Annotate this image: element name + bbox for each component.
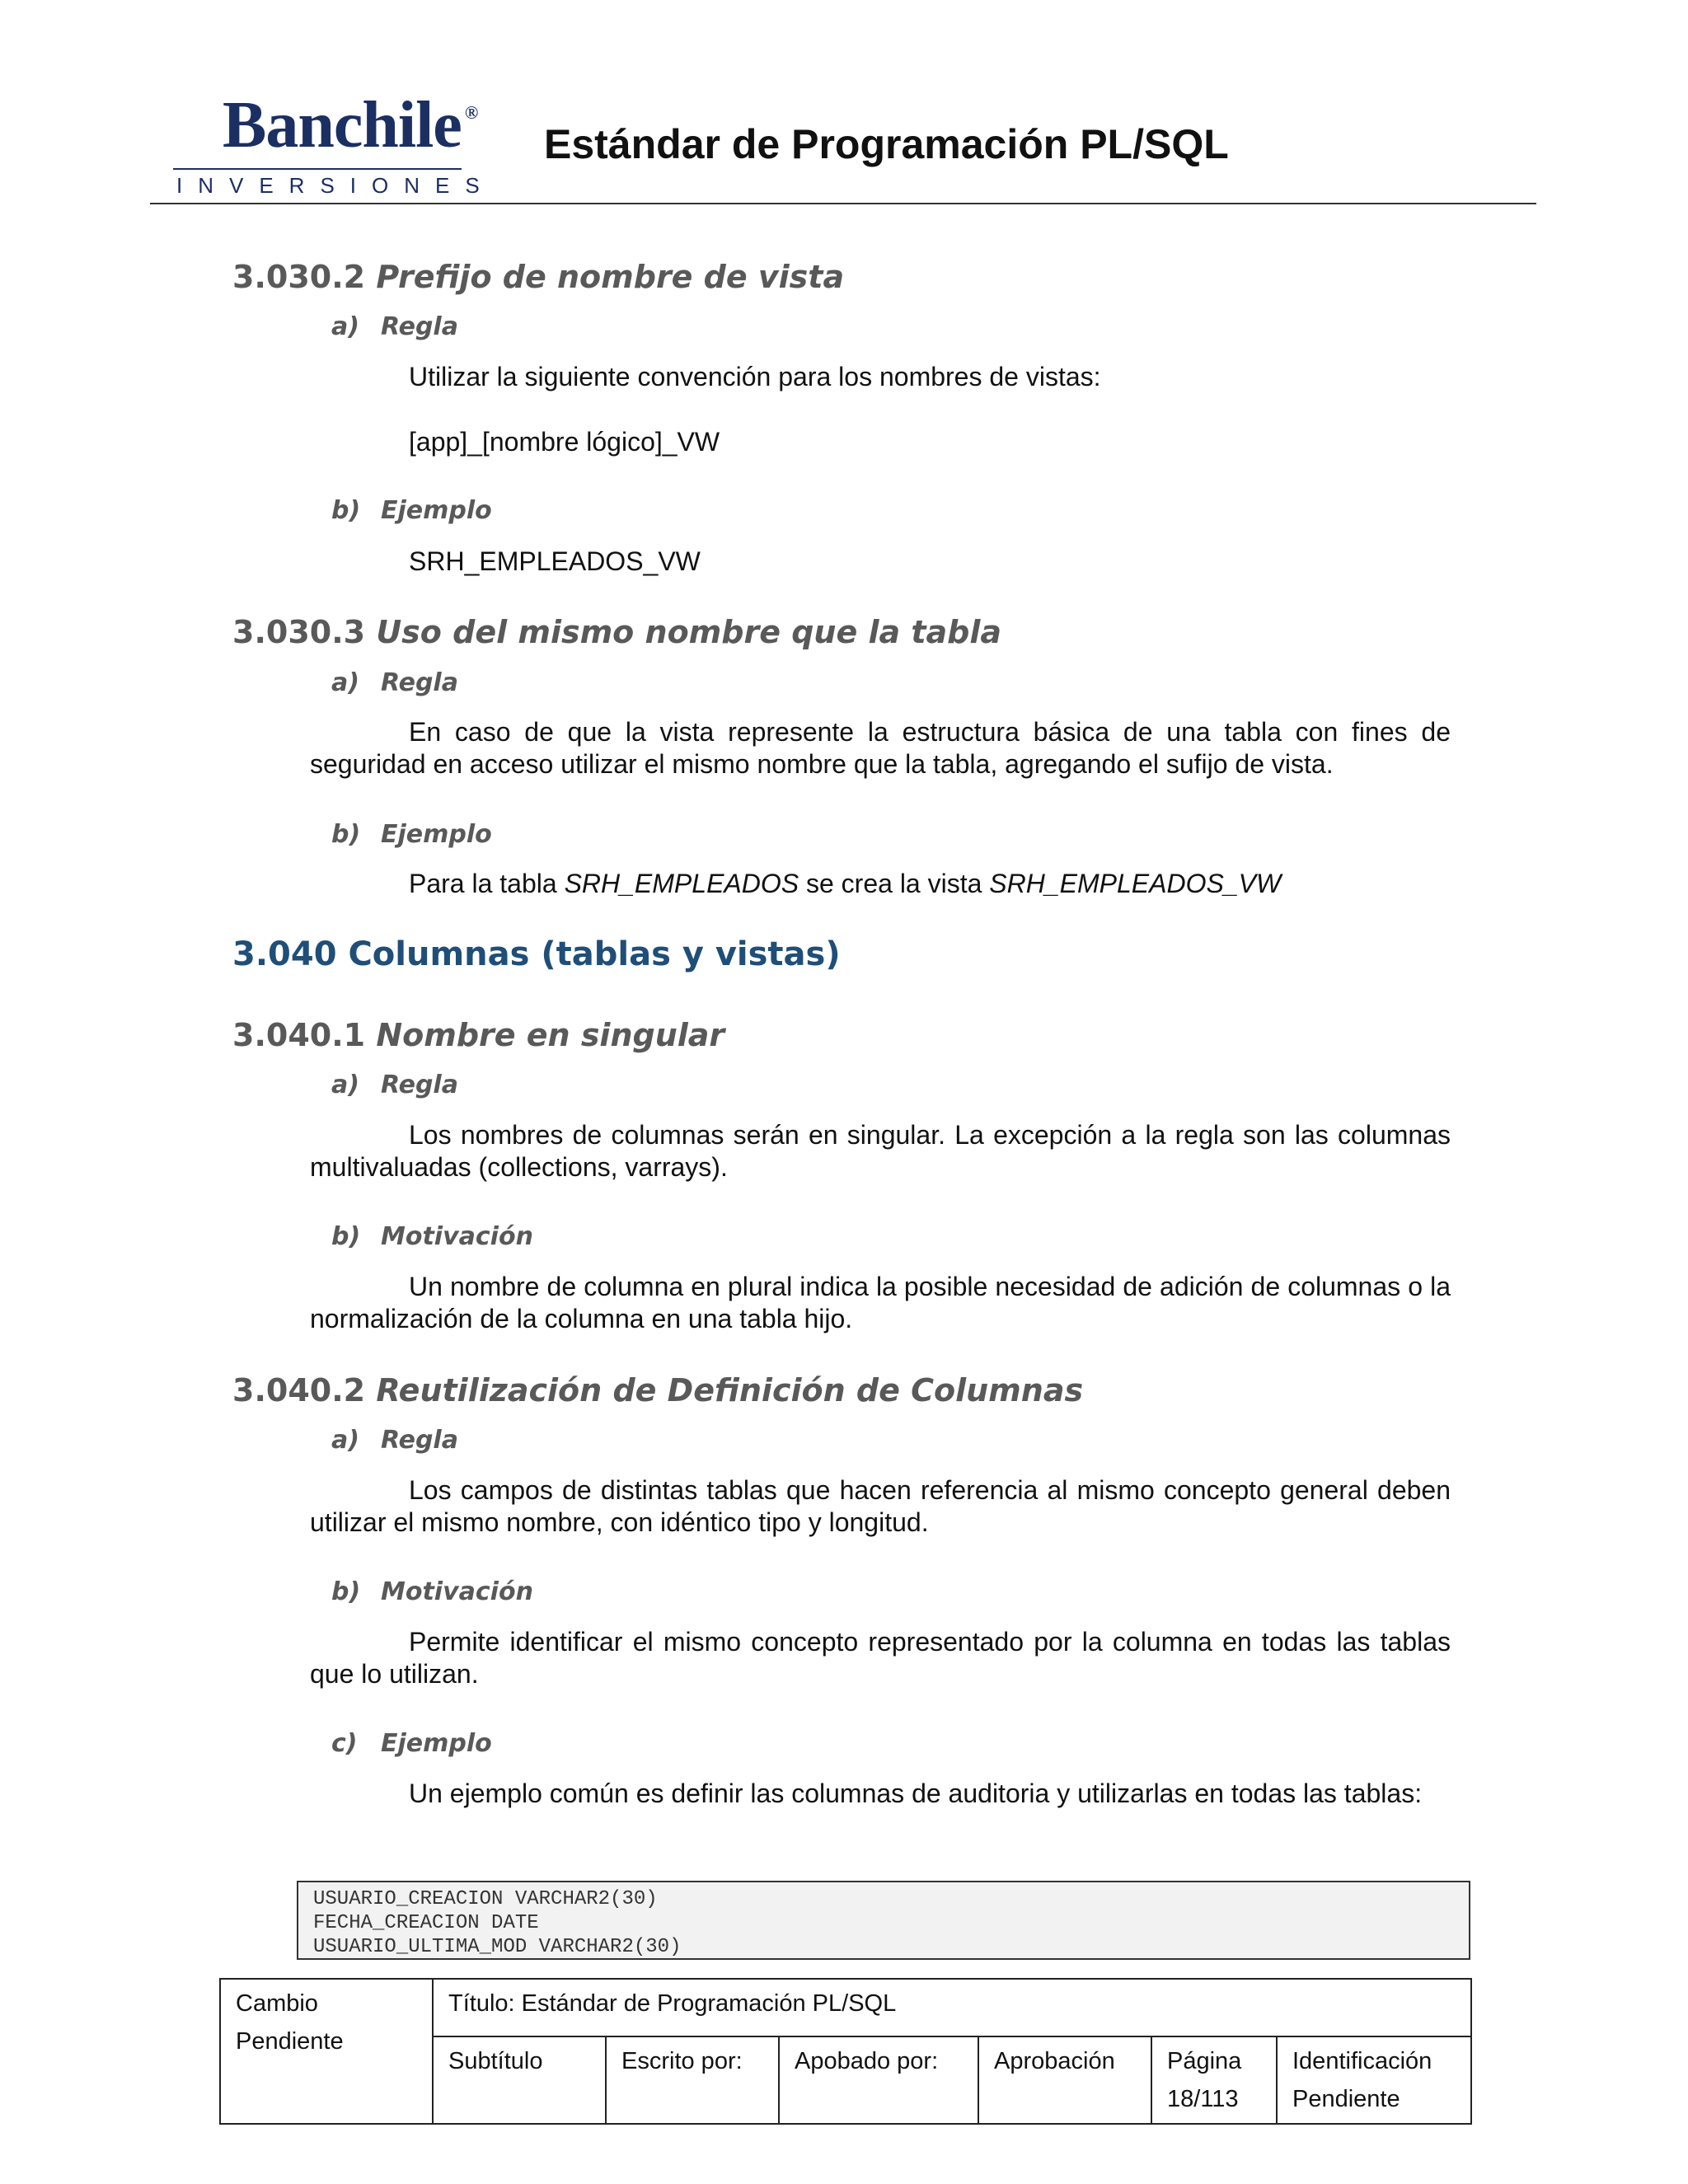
label-ejemplo: b) Ejemplo xyxy=(331,496,492,525)
example-paragraph: Un ejemplo común es definir las columnas de auditoria y utilizarlas en todas las tablas: xyxy=(409,1779,1423,1808)
heading-3-040-1: 3.040.1 Nombre en singular xyxy=(232,1017,725,1053)
example-text: Para la tabla SRH_EMPLEADOS se crea la vista SRH_EMPLEADOS_VW xyxy=(409,869,1282,898)
logo-subtitle: INVERSIONES xyxy=(176,173,495,198)
rule-text: Utilizar la siguiente convención para los nombres de vistas: xyxy=(409,362,1101,391)
code-line: FECHA_CREACION DATE xyxy=(313,1912,539,1934)
code-line: USUARIO_CREACION VARCHAR2(30) xyxy=(313,1888,658,1910)
code-block xyxy=(297,1881,1470,1960)
footer-change-label: Cambio xyxy=(236,1990,318,2017)
naming-pattern: [app]_[nombre lógico]_VW xyxy=(409,427,720,457)
footer-identification-cell xyxy=(1277,2036,1471,2124)
footer-page-cell xyxy=(1151,2036,1277,2124)
rule-paragraph: Los campos de distintas tablas que hacen referencia al mismo concepto general deben utilizar el mismo nombre, con idéntico tipo y longitud. xyxy=(310,1475,1451,1537)
label-regla: a) Regla xyxy=(331,1071,458,1099)
label-regla: a) Regla xyxy=(331,668,458,697)
logo-rule xyxy=(173,168,462,170)
footer-identification-label: Identificación xyxy=(1292,2048,1432,2074)
footer-subtitle: Subtítulo xyxy=(433,2036,606,2124)
document-title: Estándar de Programación PL/SQL xyxy=(544,121,1229,167)
heading-3-040-2: 3.040.2 Reutilización de Definición de Columnas xyxy=(232,1372,1084,1408)
company-logo xyxy=(148,89,495,199)
label-ejemplo: b) Ejemplo xyxy=(331,820,492,849)
footer-approved-by: Apobado por: xyxy=(779,2036,978,2124)
rule-paragraph: En caso de que la vista represente la estructura básica de una tabla con fines de seguridad en acceso utilizar el mismo nombre que la tabla, agregando el sufijo de vista. xyxy=(310,717,1451,779)
example-text: SRH_EMPLEADOS_VW xyxy=(409,546,701,576)
heading-3-030-2: 3.030.2 Prefijo de nombre de vista xyxy=(232,259,845,295)
footer-page-number: 18/113 xyxy=(1167,2086,1239,2112)
footer-change-cell xyxy=(220,1979,433,2124)
label-regla: a) Regla xyxy=(331,1426,458,1455)
label-ejemplo: c) Ejemplo xyxy=(331,1729,492,1758)
motivation-paragraph: Un nombre de columna en plural indica la posible necesidad de adición de columnas o la normalización de la columna en una tabla hijo. xyxy=(310,1272,1451,1333)
footer-identification-value: Pendiente xyxy=(1292,2086,1400,2112)
motivation-paragraph: Permite identificar el mismo concepto representado por la columna en todas las tablas que lo utilizan. xyxy=(310,1627,1451,1689)
footer-written-by: Escrito por: xyxy=(606,2036,779,2124)
header-divider xyxy=(150,203,1536,204)
footer-approval: Aprobación xyxy=(978,2036,1151,2124)
heading-3-030-3: 3.030.3 Uso del mismo nombre que la tabla xyxy=(232,614,1002,650)
footer-change-status: Pendiente xyxy=(236,2028,344,2055)
footer-title-cell: Título: Estándar de Programación PL/SQL xyxy=(433,1979,1471,2036)
label-motivacion: b) Motivación xyxy=(331,1222,533,1251)
heading-3-040: 3.040 Columnas (tablas y vistas) xyxy=(232,935,841,973)
label-regla: a) Regla xyxy=(331,312,458,341)
footer-page-label: Página xyxy=(1167,2048,1242,2074)
code-line: USUARIO_ULTIMA_MOD VARCHAR2(30) xyxy=(313,1936,682,1958)
footer-table xyxy=(219,1978,1472,2125)
label-motivacion: b) Motivación xyxy=(331,1577,533,1606)
rule-paragraph: Los nombres de columnas serán en singular. La excepción a la regla son las columnas multivaluadas (collections, varrays). xyxy=(310,1120,1451,1182)
logo-wordmark: Banchile ® xyxy=(223,89,478,162)
